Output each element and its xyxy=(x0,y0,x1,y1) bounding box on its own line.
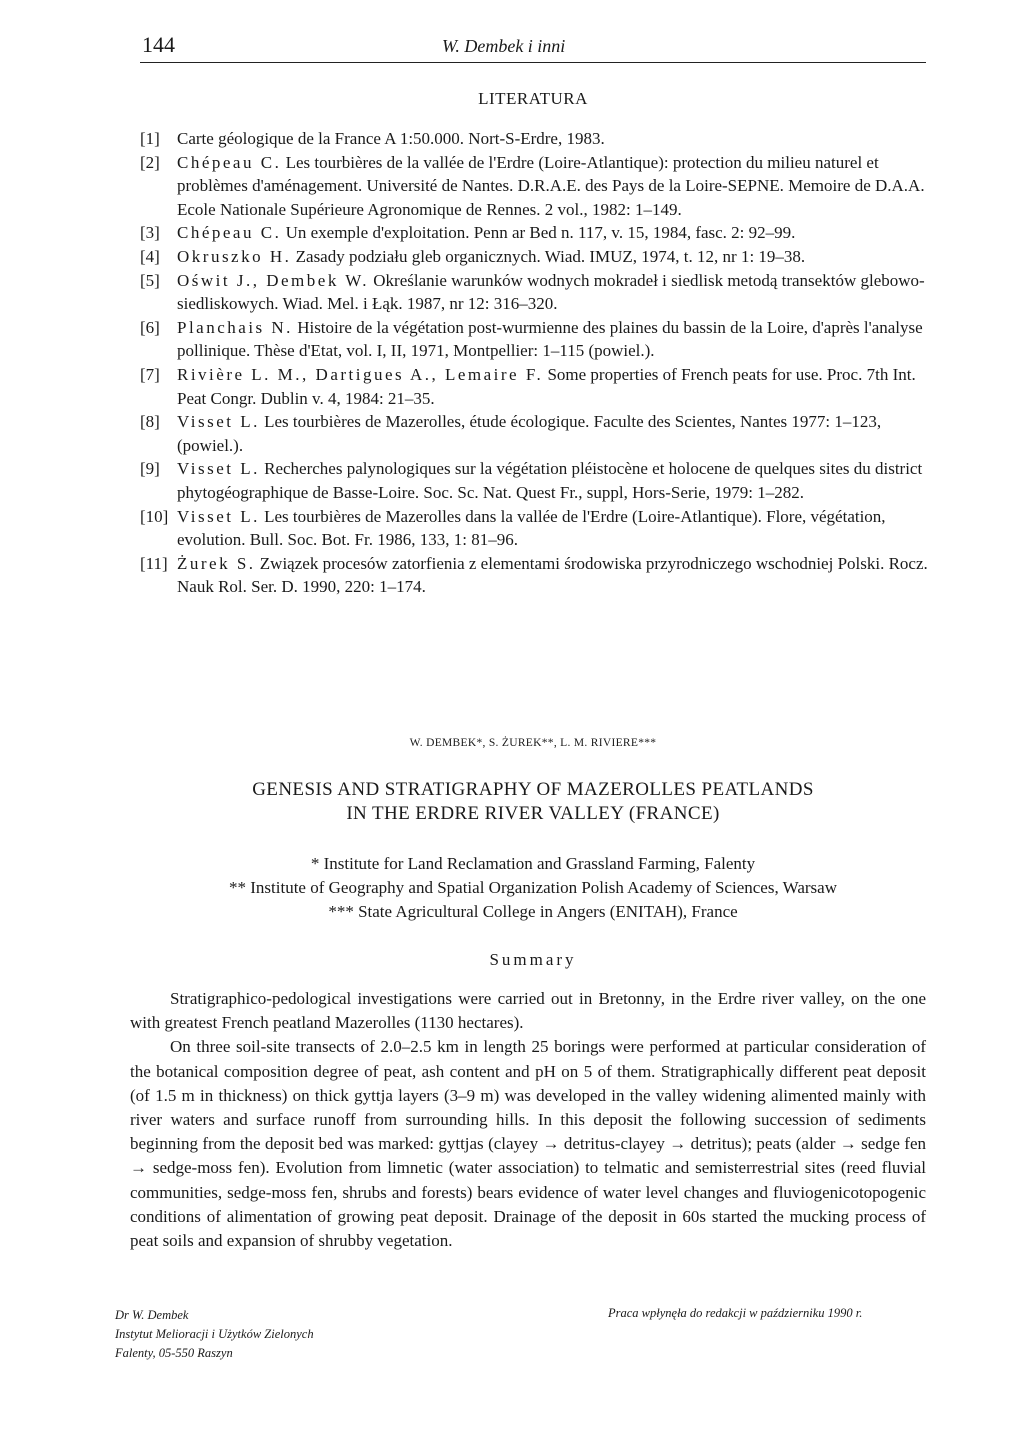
reference-number: [2] xyxy=(140,152,160,172)
address-line: Dr W. Dembek xyxy=(115,1308,189,1322)
reference-text: Związek procesów zatorfienia z elementami środowiska przyrodniczego wschodniej Polski. Rocz. Nauk Rol. Ser. D. 1990, 220: 1–174. xyxy=(177,553,928,597)
reference-author: Żurek S. xyxy=(177,553,256,573)
summary-heading: Summary xyxy=(489,950,577,969)
reference-text: Un exemple d'exploitation. Penn ar Bed n. 117, v. 15, 1984, fasc. 2: 92–99. xyxy=(281,223,796,243)
reference-text: Recherches palynologiques sur la végétation pléistocène et holocene de quelques sites du district phytogéographique de Basse-Loire. Soc. Sc. Nat. Quest Fr., suppl, Hors-Serie, 1979: 1–282. xyxy=(177,459,923,502)
reference-text: Les tourbières de Mazerolles, étude écologique. Faculte des Scientes, Nantes 1977: 1–123, (powiel.). xyxy=(177,412,882,455)
reference-author: Chépeau C. xyxy=(177,223,282,243)
reference-number: [1] xyxy=(140,129,160,148)
affiliation: *** State Agricultural College in Angers (ENITAH), France xyxy=(328,902,738,921)
reference-number: [11] xyxy=(140,553,168,573)
reference-item xyxy=(140,363,940,410)
received-note: Praca wpłynęła do redakcji w październiku 1990 r. xyxy=(608,1306,863,1320)
address-line: Falenty, 05-550 Raszyn xyxy=(115,1346,233,1360)
reference-item xyxy=(140,269,940,316)
reference-text: Les tourbières de Mazerolles dans la vallée de l'Erdre (Loire-Atlantique). Flore, végétation, evolution. Bull. Soc. Bot. Fr. 1986, 133, 1: 81–96. xyxy=(177,506,886,550)
reference-text: Some properties of French peats for use. Proc. 7th Int. Peat Congr. Dublin v. 4, 1984: 21–35. xyxy=(177,364,916,408)
page-number: 144 xyxy=(142,32,175,57)
reference-number: [5] xyxy=(140,270,160,290)
reference-author: Planchais N. xyxy=(177,317,293,337)
reference-author: Chépeau C. xyxy=(177,152,282,172)
reference-author: Visset L. xyxy=(177,459,260,479)
reference-item xyxy=(140,316,940,363)
reference-number: [4] xyxy=(140,246,160,266)
reference-item xyxy=(140,552,940,599)
summary-paragraph: Stratigraphico-pedological investigations were carried out in Bretonny, in the Erdre river valley, on the one with greatest French peatland Mazerolles (1130 hectares). xyxy=(130,989,926,1033)
article-authors: W. DEMBEK*, S. ŻUREK**, L. M. RIVIERE*** xyxy=(409,737,657,749)
reference-text: Carte géologique de la France A 1:50.000. Nort-S-Erdre, 1983. xyxy=(177,129,605,148)
reference-item xyxy=(140,505,940,552)
affiliations xyxy=(140,852,926,924)
author-address xyxy=(115,1306,314,1363)
reference-list xyxy=(140,127,940,599)
reference-author: Rivière L. M., Dartigues A., Lemaire F. xyxy=(177,364,544,384)
reference-author: Visset L. xyxy=(177,412,260,432)
reference-item xyxy=(140,151,940,222)
reference-item xyxy=(140,457,940,504)
running-title: W. Dembek i inni xyxy=(442,36,566,56)
reference-author: Okruszko H. xyxy=(177,246,292,266)
running-header xyxy=(140,28,926,63)
references-heading: LITERATURA xyxy=(478,89,588,108)
summary-body xyxy=(130,987,926,1253)
reference-number: [10] xyxy=(140,506,169,526)
affiliation: * Institute for Land Reclamation and Grassland Farming, Falenty xyxy=(310,854,756,873)
reference-number: [7] xyxy=(140,364,160,384)
reference-text: Zasady podziału gleb organicznych. Wiad. IMUZ, 1974, t. 12, nr 1: 19–38. xyxy=(291,246,806,266)
reference-author: Visset L. xyxy=(177,506,260,526)
reference-item xyxy=(140,245,940,269)
reference-number: [8] xyxy=(140,412,160,432)
article-title xyxy=(140,778,926,826)
reference-item xyxy=(140,221,940,245)
address-line: Instytut Melioracji i Użytków Zielonych xyxy=(115,1327,314,1341)
reference-text: Les tourbières de la vallée de l'Erdre (Loire-Atlantique): protection du milieu naturel et problèmes d'aménagement. Université de Nantes. D.R.A.E. des Pays de la Loire-SEPNE. Memoire de D.A.A. Ecole Nationale Supérieure Agronomique de Rennes. 2 vol., 1982: 1–149. xyxy=(177,152,925,219)
article-title-line: IN THE ERDRE RIVER VALLEY (FRANCE) xyxy=(346,803,720,824)
reference-number: [9] xyxy=(140,459,160,479)
reference-number: [6] xyxy=(140,317,160,337)
affiliation: ** Institute of Geography and Spatial Organization Polish Academy of Sciences, Warsaw xyxy=(229,878,837,897)
reference-item xyxy=(140,127,940,151)
reference-number: [3] xyxy=(140,223,160,243)
article-title-line: GENESIS AND STRATIGRAPHY OF MAZEROLLES PEATLANDS xyxy=(252,779,814,800)
reference-text: Określanie warunków wodnych mokradeł i siedlisk metodą transektów glebowo-siedliskowych. Wiad. Mel. i Łąk. 1987, nr 12: 316–320. xyxy=(177,270,925,314)
reference-author: Oświt J., Dembek W. xyxy=(177,270,369,290)
reference-text: Histoire de la végétation post-wurmienne des plaines du bassin de la Loire, d'après l'analyse pollinique. Thèse d'Etat, vol. I, II, 1971, Montpellier: 1–115 (powiel.). xyxy=(177,317,923,361)
reference-item xyxy=(140,410,940,457)
summary-paragraph: On three soil-site transects of 2.0–2.5 km in length 25 borings were performed at particular consideration of the botanical composition degree of peat, ash content and pH on 5 of them. Stratigraphically different peat deposit (of 1.5 m in thickness) on thick gyttja layers (3–9 m) was developed in the valley widening alimented mainly with river waters and surface runoff from surrounding hills. In this deposit the following succession of sediments beginning from the deposit bed was marked: gyttjas (clayey → detritus-clayey → detritus); peats (alder → sedge fen → sedge-moss fen). Evolution from limnetic (water association) to telmatic and semisterrestrial sites (reed fluvial communities, sedge-moss fen, shrubs and forests) bears evidence of water level changes and fluviogenicotopogenic conditions of alimentation of growing peat deposit. Drainage of the deposit in 60s started the mucking process of peat soils and expansion of shrubby vegetation. xyxy=(130,1037,926,1251)
